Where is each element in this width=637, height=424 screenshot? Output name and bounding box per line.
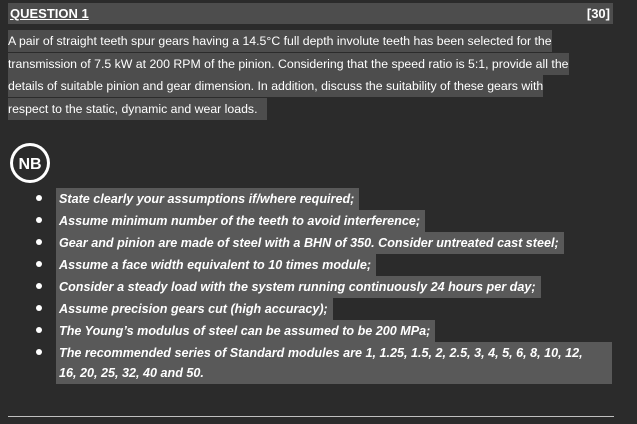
bullet-icon: [36, 305, 42, 311]
question-title: QUESTION 1: [10, 6, 89, 21]
paragraph-line: respect to the static, dynamic and wear loads.: [8, 98, 613, 121]
note-text-modules: [56, 342, 612, 384]
question-header: [8, 3, 613, 24]
list-item: [0, 210, 637, 232]
list-item: [0, 298, 637, 320]
nb-badge-label: NB: [18, 156, 42, 173]
list-item: [0, 320, 637, 342]
bullet-icon: [36, 349, 42, 355]
nb-note-icon: [9, 142, 51, 184]
list-item: [0, 232, 637, 254]
bullet-icon: [36, 217, 42, 223]
note-text: Gear and pinion are made of steel with a BHN of 350. Consider untreated cast steel;: [56, 232, 564, 254]
bullet-icon: [36, 195, 42, 201]
notes-list: [0, 188, 637, 390]
question-marks: [30]: [586, 6, 610, 21]
note-text: Consider a steady load with the system running continuously 24 hours per day;: [56, 276, 541, 298]
list-item: [0, 188, 637, 210]
note-text: The Young’s modulus of steel can be assumed to be 200 MPa;: [56, 320, 435, 342]
paragraph-line: details of suitable pinion and gear dimension. In addition, discuss the suitability of these gears with: [8, 75, 613, 98]
bullet-icon: [36, 327, 42, 333]
note-text-line: 16, 20, 25, 32, 40 and 50.: [59, 366, 204, 380]
question-paragraph: [8, 30, 613, 120]
nb-badge-graphic: [9, 142, 51, 184]
note-text-line: The recommended series of Standard modules are 1, 1.25, 1.5, 2, 2.5, 3, 4, 5, 6, 8, 10, 12,: [59, 346, 583, 360]
note-text: Assume minimum number of the teeth to avoid interference;: [56, 210, 425, 232]
paragraph-line: transmission of 7.5 kW at 200 RPM of the pinion. Considering that the speed ratio is 5:1, provide all the: [8, 53, 613, 76]
bullet-icon: [36, 239, 42, 245]
paragraph-line: A pair of straight teeth spur gears having a 14.5°C full depth involute teeth has been selected for the: [8, 30, 613, 53]
note-text: Assume precision gears cut (high accuracy);: [56, 298, 333, 320]
note-text: State clearly your assumptions if/where required;: [56, 188, 359, 210]
bottom-divider: [8, 416, 614, 417]
list-item: [0, 342, 637, 390]
note-text: Assume a face width equivalent to 10 times module;: [56, 254, 376, 276]
bullet-icon: [36, 261, 42, 267]
bullet-icon: [36, 283, 42, 289]
list-item: [0, 254, 637, 276]
list-item: [0, 276, 637, 298]
